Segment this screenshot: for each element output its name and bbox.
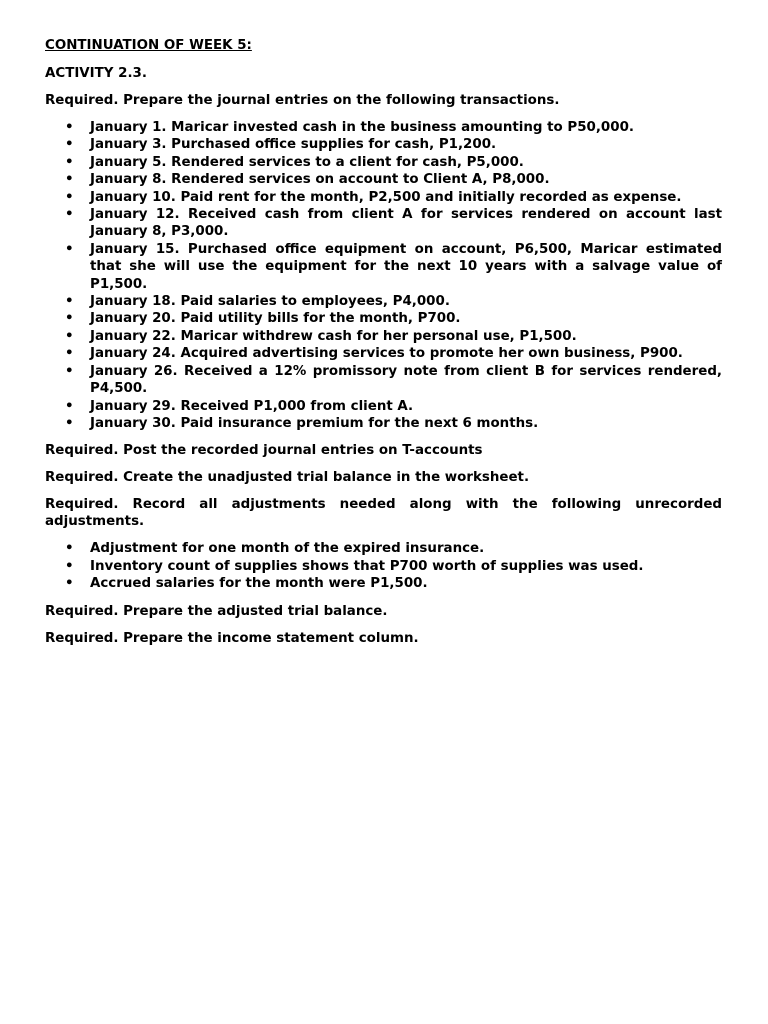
bullet: • [65, 541, 74, 557]
bullet: • [65, 415, 74, 431]
list-item: • January 29. Received P1,000 from client A. [65, 398, 414, 414]
transactions-list [45, 119, 722, 432]
list-item: • Accrued salaries for the month were P1,500. [65, 576, 428, 592]
list-item: • Adjustment for one month of the expired insurance. [65, 541, 485, 557]
bullet: • [65, 241, 74, 257]
bullet: • [65, 207, 74, 223]
required-post-t-accounts: Required. Post the recorded journal entries on T-accounts [45, 443, 483, 459]
list-item: • January 26. Received a 12% promissory note from client B for services rendered, P4,500. [65, 363, 722, 397]
list-item: • January 5. Rendered services to a client for cash, P5,000. [65, 154, 524, 170]
required-journal-entries: Required. Prepare the journal entries on the following transactions. [45, 93, 560, 108]
bullet: • [65, 328, 74, 344]
list-item: • January 8. Rendered services on account to Client A, P8,000. [65, 172, 550, 188]
document-page [45, 38, 722, 657]
bullet: • [65, 172, 74, 188]
list-item: • January 3. Purchased office supplies for cash, P1,200. [65, 137, 497, 153]
list-item: • January 10. Paid rent for the month, P2,500 and initially recorded as expense. [65, 189, 682, 205]
required-income-statement: Required. Prepare the income statement column. [45, 630, 419, 646]
bullet: • [65, 558, 74, 574]
required-record-adjustments: Required. Record all adjustments needed along with the following unrecorded adjustments. [45, 497, 722, 530]
bullet: • [65, 346, 74, 362]
bullet: • [65, 137, 74, 153]
list-item: • January 1. Maricar invested cash in the business amounting to P50,000. [65, 120, 634, 135]
list-item: • January 22. Maricar withdrew cash for her personal use, P1,500. [65, 328, 577, 344]
activity-title: ACTIVITY 2.3. [45, 66, 147, 81]
bullet: • [65, 398, 74, 414]
list-item: • January 24. Acquired advertising services to promote her own business, P900. [65, 346, 683, 362]
list-item: • January 15. Purchased office equipment on account, P6,500, Maricar estimated that she will use the equipment for the next 10 years with a salvage value of P1,500. [65, 241, 722, 292]
list-item: • January 12. Received cash from client A for services rendered on account last January 8, P3,000. [65, 207, 722, 240]
list-item: • Inventory count of supplies shows that P700 worth of supplies was used. [65, 558, 644, 574]
list-item: • January 20. Paid utility bills for the month, P700. [65, 311, 461, 327]
list-item: • January 18. Paid salaries to employees, P4,000. [65, 294, 450, 310]
bullet: • [65, 189, 74, 205]
bullet: • [65, 363, 74, 379]
bullet: • [65, 294, 74, 310]
required-unadjusted-trial-balance: Required. Create the unadjusted trial balance in the worksheet. [45, 470, 530, 486]
required-adjusted-trial-balance: Required. Prepare the adjusted trial balance. [45, 603, 388, 619]
bullet: • [65, 311, 74, 327]
adjustments-list [45, 540, 722, 592]
section-heading: CONTINUATION OF WEEK 5: [45, 38, 252, 53]
list-item: • January 30. Paid insurance premium for the next 6 months. [65, 415, 539, 431]
bullet: • [65, 154, 74, 170]
bullet: • [65, 120, 74, 135]
bullet: • [65, 576, 74, 592]
